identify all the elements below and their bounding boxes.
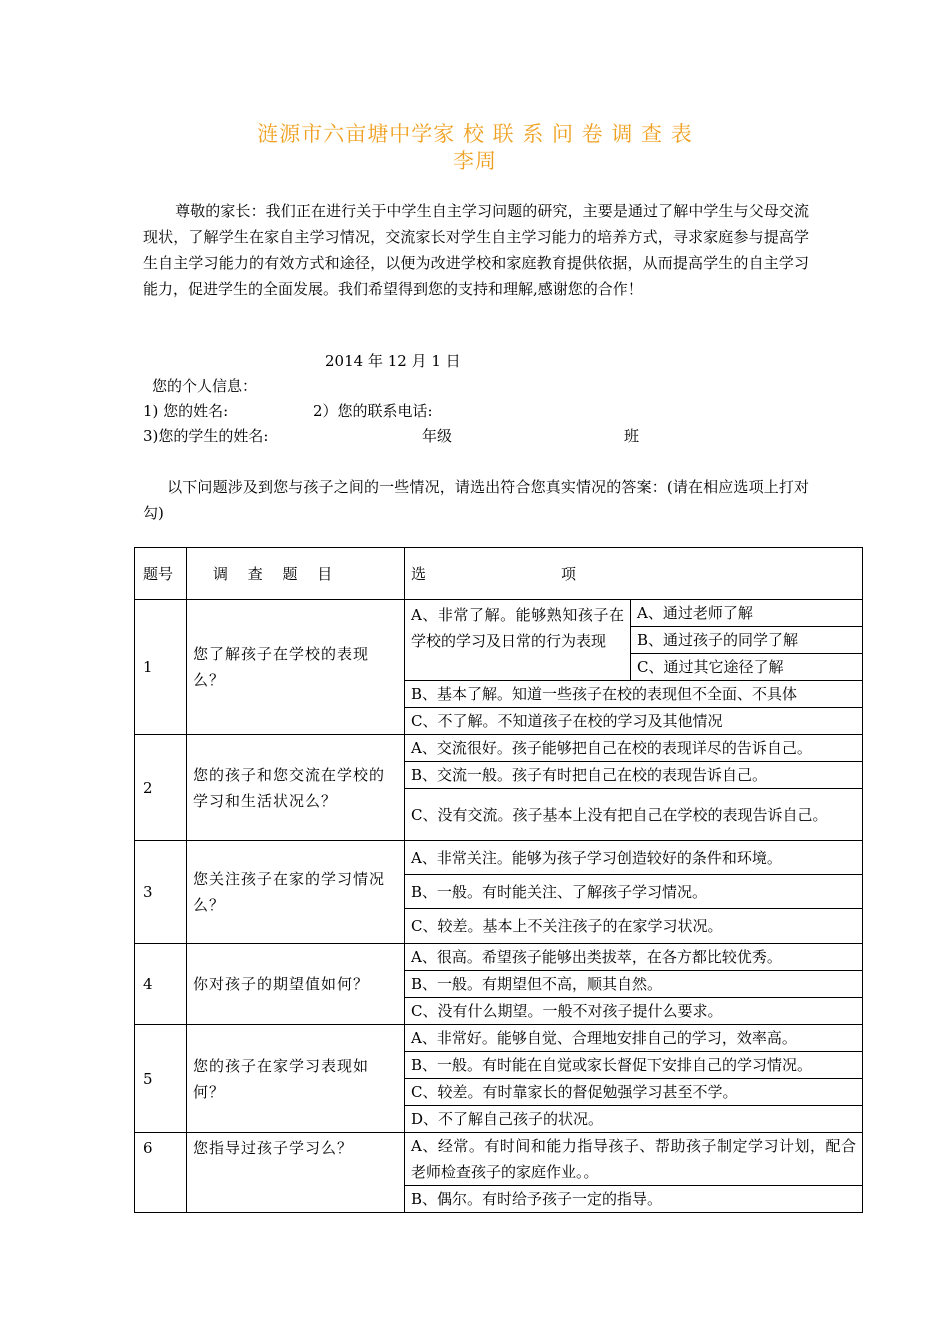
q3-num: 3 xyxy=(135,841,187,944)
header-question: 调 查 题 目 xyxy=(187,548,405,600)
q5-option-c[interactable]: C、较差。有时靠家长的督促勉强学习甚至不学。 xyxy=(405,1079,863,1106)
q4-option-a[interactable]: A、很高。希望孩子能够出类拔萃，在各方都比较优秀。 xyxy=(405,944,863,971)
table-row xyxy=(135,1133,863,1186)
q5-question: 您的孩子在家学习表现如何？ xyxy=(187,1025,405,1133)
phone-label: 2）您的联系电话: xyxy=(313,402,433,420)
q1-sub-option-c[interactable]: C、通过其它途径了解 xyxy=(631,654,863,681)
q2-option-c[interactable]: C、没有交流。孩子基本上没有把自己在学校的表现告诉自己。 xyxy=(405,789,863,841)
intro-paragraph xyxy=(143,198,809,302)
instruction-paragraph xyxy=(143,474,809,526)
table-row xyxy=(135,1025,863,1052)
q5-option-d[interactable]: D、不了解自己孩子的状况。 xyxy=(405,1106,863,1133)
q2-num: 2 xyxy=(135,735,187,841)
q4-num: 4 xyxy=(135,944,187,1025)
student-name-label: 3)您的学生的姓名: xyxy=(143,427,269,445)
intro-text: 尊敬的家长：我们正在进行关于中学生自主学习问题的研究，主要是通过了解中学生与父母交流现状，了解学生在家自主学习情况，交流家长对学生自主学习能力的培养方式，寻求家庭参与提高学生自主学习能力的有效方式和途径，以便为改进学校和家庭教育提供依据，从而提高学生的自主学习能力，促进学生的全面发展。我们希望得到您的支持和理解,感谢您的合作！ xyxy=(143,202,809,298)
q5-num: 5 xyxy=(135,1025,187,1133)
table-row xyxy=(135,944,863,971)
document-title xyxy=(0,121,950,175)
q1-question: 您了解孩子在学校的表现么？ xyxy=(187,600,405,735)
q2-option-b[interactable]: B、交流一般。孩子有时把自己在校的表现告诉自己。 xyxy=(405,762,863,789)
q4-option-c[interactable]: C、没有什么期望。一般不对孩子提什么要求。 xyxy=(405,998,863,1025)
q3-question: 您关注孩子在家的学习情况么？ xyxy=(187,841,405,944)
table-row xyxy=(135,735,863,762)
q3-option-a[interactable]: A、非常关注。能够为孩子学习创造较好的条件和环境。 xyxy=(405,841,863,875)
q3-option-c[interactable]: C、较差。基本上不关注孩子的在家学习状况。 xyxy=(405,909,863,944)
q1-sub-option-a[interactable]: A、通过老师了解 xyxy=(631,600,863,627)
q6-option-b[interactable]: B、偶尔。有时给予孩子一定的指导。 xyxy=(405,1186,863,1213)
table-header-row xyxy=(135,548,863,600)
q2-option-a[interactable]: A、交流很好。孩子能够把自己在校的表现详尽的告诉自己。 xyxy=(405,735,863,762)
title-line-2: 李周 xyxy=(453,149,497,173)
q4-question: 你对孩子的期望值如何？ xyxy=(187,944,405,1025)
personal-info-heading: 您的个人信息： xyxy=(152,377,258,395)
q4-option-b[interactable]: B、一般。有期望但不高，顺其自然。 xyxy=(405,971,863,998)
header-num: 题号 xyxy=(135,548,187,600)
q6-question: 您指导过孩子学习么？ xyxy=(187,1133,405,1213)
header-options: 选 项 xyxy=(405,548,863,600)
q1-option-c[interactable]: C、不了解。不知道孩子在校的学习及其他情况 xyxy=(405,708,863,735)
table-row xyxy=(135,600,863,627)
q2-question: 您的孩子和您交流在学校的学习和生活状况么？ xyxy=(187,735,405,841)
q1-num: 1 xyxy=(135,600,187,735)
q5-option-b[interactable]: B、一般。有时能在自觉或家长督促下安排自己的学习情况。 xyxy=(405,1052,863,1079)
q1-option-b[interactable]: B、基本了解。知道一些孩子在校的表现但不全面、不具体 xyxy=(405,681,863,708)
survey-table xyxy=(134,547,863,1213)
q5-option-a[interactable]: A、非常好。能够自觉、合理地安排自己的学习，效率高。 xyxy=(405,1025,863,1052)
name-label: 1) 您的姓名: xyxy=(143,402,229,420)
table-row xyxy=(135,841,863,875)
q3-option-b[interactable]: B、一般。有时能关注、了解孩子学习情况。 xyxy=(405,875,863,909)
q1-option-a[interactable]: A、非常了解。能够熟知孩子在学校的学习及日常的行为表现 xyxy=(405,600,631,681)
q1-sub-option-b[interactable]: B、通过孩子的同学了解 xyxy=(631,627,863,654)
grade-label: 年级 xyxy=(422,427,453,445)
class-label: 班 xyxy=(624,427,640,445)
title-line-1: 涟源市六亩塘中学家 校 联 系 问 卷 调 查 表 xyxy=(257,122,693,146)
instruction-text: 以下问题涉及到您与孩子之间的一些情况，请选出符合您真实情况的答案：(请在相应选项上打对勾) xyxy=(143,478,809,522)
q6-num: 6 xyxy=(135,1133,187,1213)
q6-option-a[interactable]: A、经常。有时间和能力指导孩子、帮助孩子制定学习计划，配合老师检查孩子的家庭作业。。 xyxy=(405,1133,863,1186)
date: 2014 年 12 月 1 日 xyxy=(325,352,461,370)
